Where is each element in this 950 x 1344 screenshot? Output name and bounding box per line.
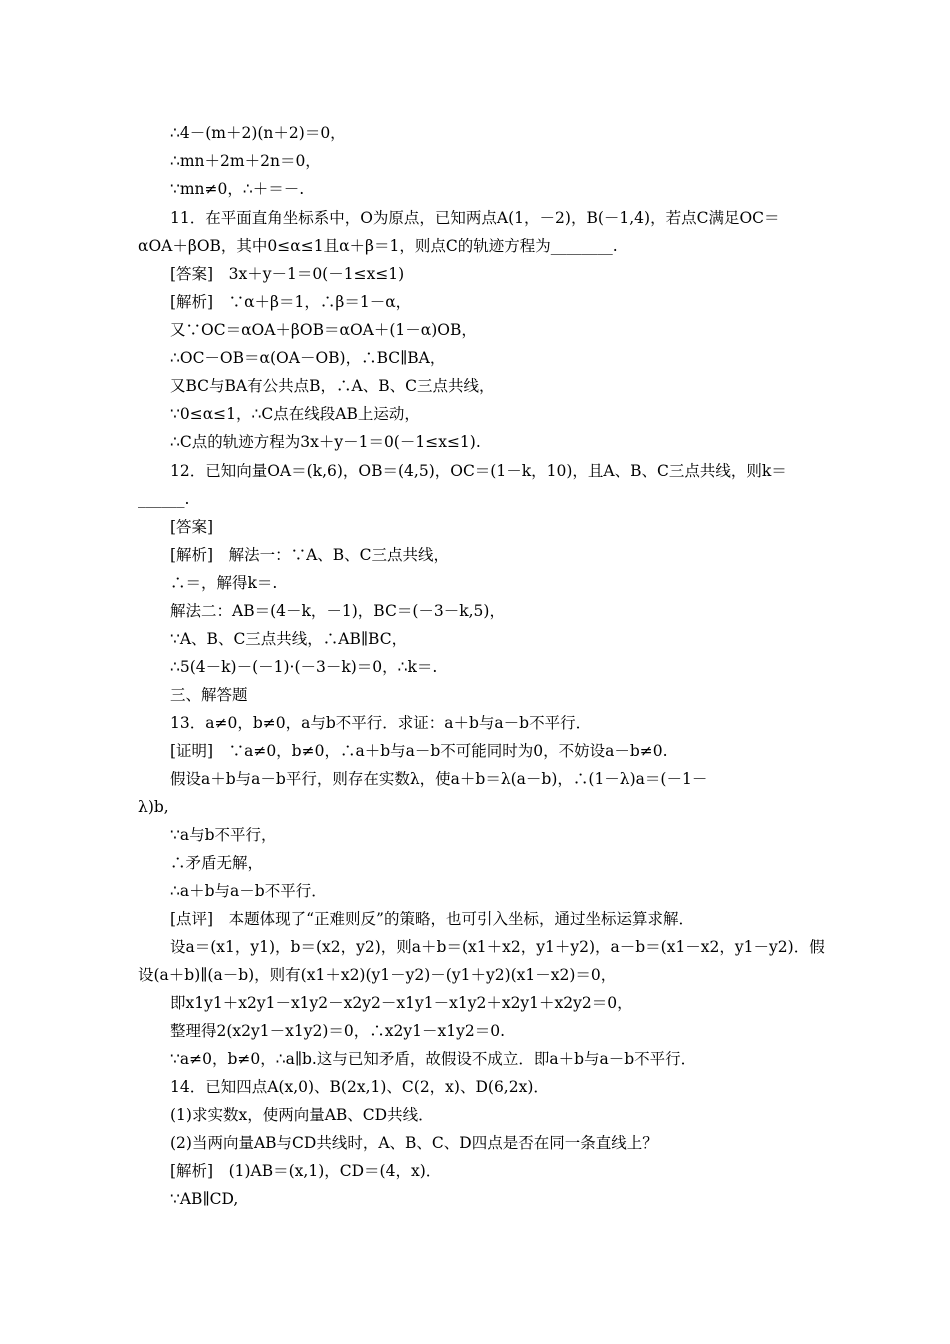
text-line: ∴a＋b与a－b不平行． — [170, 882, 327, 900]
text-line: ______. — [138, 490, 190, 508]
text-line: (2)当两向量AB与CD共线时，A、B、C、D四点是否在同一条直线上？ — [170, 1134, 658, 1152]
text-line: 假设a＋b与a－b平行，则存在实数λ，使a＋b＝λ(a－b)，∴(1－λ)a＝(－1－ — [170, 770, 708, 788]
question-12: 12．已知向量OA＝(k,6)，OB＝(4,5)，OC＝(1－k，10)，且A、B、C三点共线，则k＝ — [170, 462, 787, 480]
text-line: ∴C点的轨迹方程为3x＋y－1＝0(－1≤x≤1). — [170, 433, 481, 451]
text-line: 又BC与BA有公共点B，∴A、B、C三点共线， — [170, 377, 495, 395]
question-14: 14．已知四点A(x,0)、B(2x,1)、C(2，x)、D(6,2x)． — [170, 1078, 549, 1096]
text-line: λ)b, — [138, 798, 169, 816]
text-line: ∴mn＋2m＋2n＝0， — [170, 152, 321, 170]
text-line: ∵A、B、C三点共线，∴AB∥BC， — [170, 630, 408, 648]
text-line: 解法二：AB＝(4－k，－1)，BC＝(－3－k,5)， — [170, 602, 505, 620]
text-line: ∵mn≠0，∴＋＝－. — [170, 180, 305, 198]
answer-label: [答案] — [170, 518, 214, 536]
analysis-label: [解析] ∵α＋β＝1，∴β＝1－α， — [170, 293, 412, 311]
analysis-label: [解析] 解法一：∵A、B、C三点共线， — [170, 546, 450, 564]
text-line: ∴矛盾无解， — [170, 854, 264, 872]
text-line: 设a＝(x1，y1)，b＝(x2，y2)，则a＋b＝(x1＋x2，y1＋y2)，a－b＝(x1－x2，y1－y2)．假 — [170, 938, 825, 956]
text-line: ∴OC－OB＝α(OA－OB)，∴BC∥BA， — [170, 349, 446, 367]
question-13: 13．a≠0，b≠0，a与b不平行．求证：a＋b与a－b不平行． — [170, 714, 592, 732]
analysis-label: [解析] (1)AB＝(x,1)，CD＝(4，x)． — [170, 1162, 442, 1180]
text-line: ∴＝，解得k＝. — [170, 574, 278, 592]
comment-label: [点评] 本题体现了“正难则反”的策略，也可引入坐标，通过坐标运算求解． — [170, 910, 694, 928]
text-line: ∵a≠0，b≠0，∴a∥b.这与已知矛盾，故假设不成立．即a＋b与a－b不平行． — [170, 1050, 697, 1068]
proof-label: [证明] ∵a≠0，b≠0，∴a＋b与a－b不可能同时为0，不妨设a－b≠0. — [170, 742, 668, 760]
text-line: ∴5(4－k)－(－1)·(－3－k)＝0，∴k＝. — [170, 658, 438, 676]
text-line: ∴4－(m＋2)(n＋2)＝0， — [170, 124, 346, 142]
question-11: 11．在平面直角坐标系中，O为原点，已知两点A(1，－2)，B(－1,4)，若点C满足OC＝ — [170, 209, 780, 227]
text-line: 又∵OC＝αOA＋βOB＝αOA＋(1－α)OB， — [170, 321, 477, 339]
text-line: αOA＋βOB，其中0≤α≤1且α＋β＝1，则点C的轨迹方程为________. — [138, 237, 618, 255]
text-line: ∵AB∥CD, — [170, 1190, 239, 1208]
text-line: 即x1y1＋x2y1－x1y2－x2y2－x1y1－x1y2＋x2y1＋x2y2＝0， — [170, 994, 633, 1012]
text-line: (1)求实数x，使两向量AB、CD共线． — [170, 1106, 434, 1124]
text-line: ∵a与b不平行， — [170, 826, 277, 844]
text-line: 整理得2(x2y1－x1y2)＝0，∴x2y1－x1y2＝0. — [170, 1022, 505, 1040]
section-heading: 三、解答题 — [170, 686, 248, 704]
text-line: 设(a＋b)∥(a－b)，则有(x1＋x2)(y1－y2)－(y1＋y2)(x1－x2)＝0， — [138, 966, 617, 984]
answer-label: [答案] 3x＋y－1＝0(－1≤x≤1) — [170, 265, 405, 283]
text-line: ∵0≤α≤1，∴C点在线段AB上运动， — [170, 405, 420, 423]
